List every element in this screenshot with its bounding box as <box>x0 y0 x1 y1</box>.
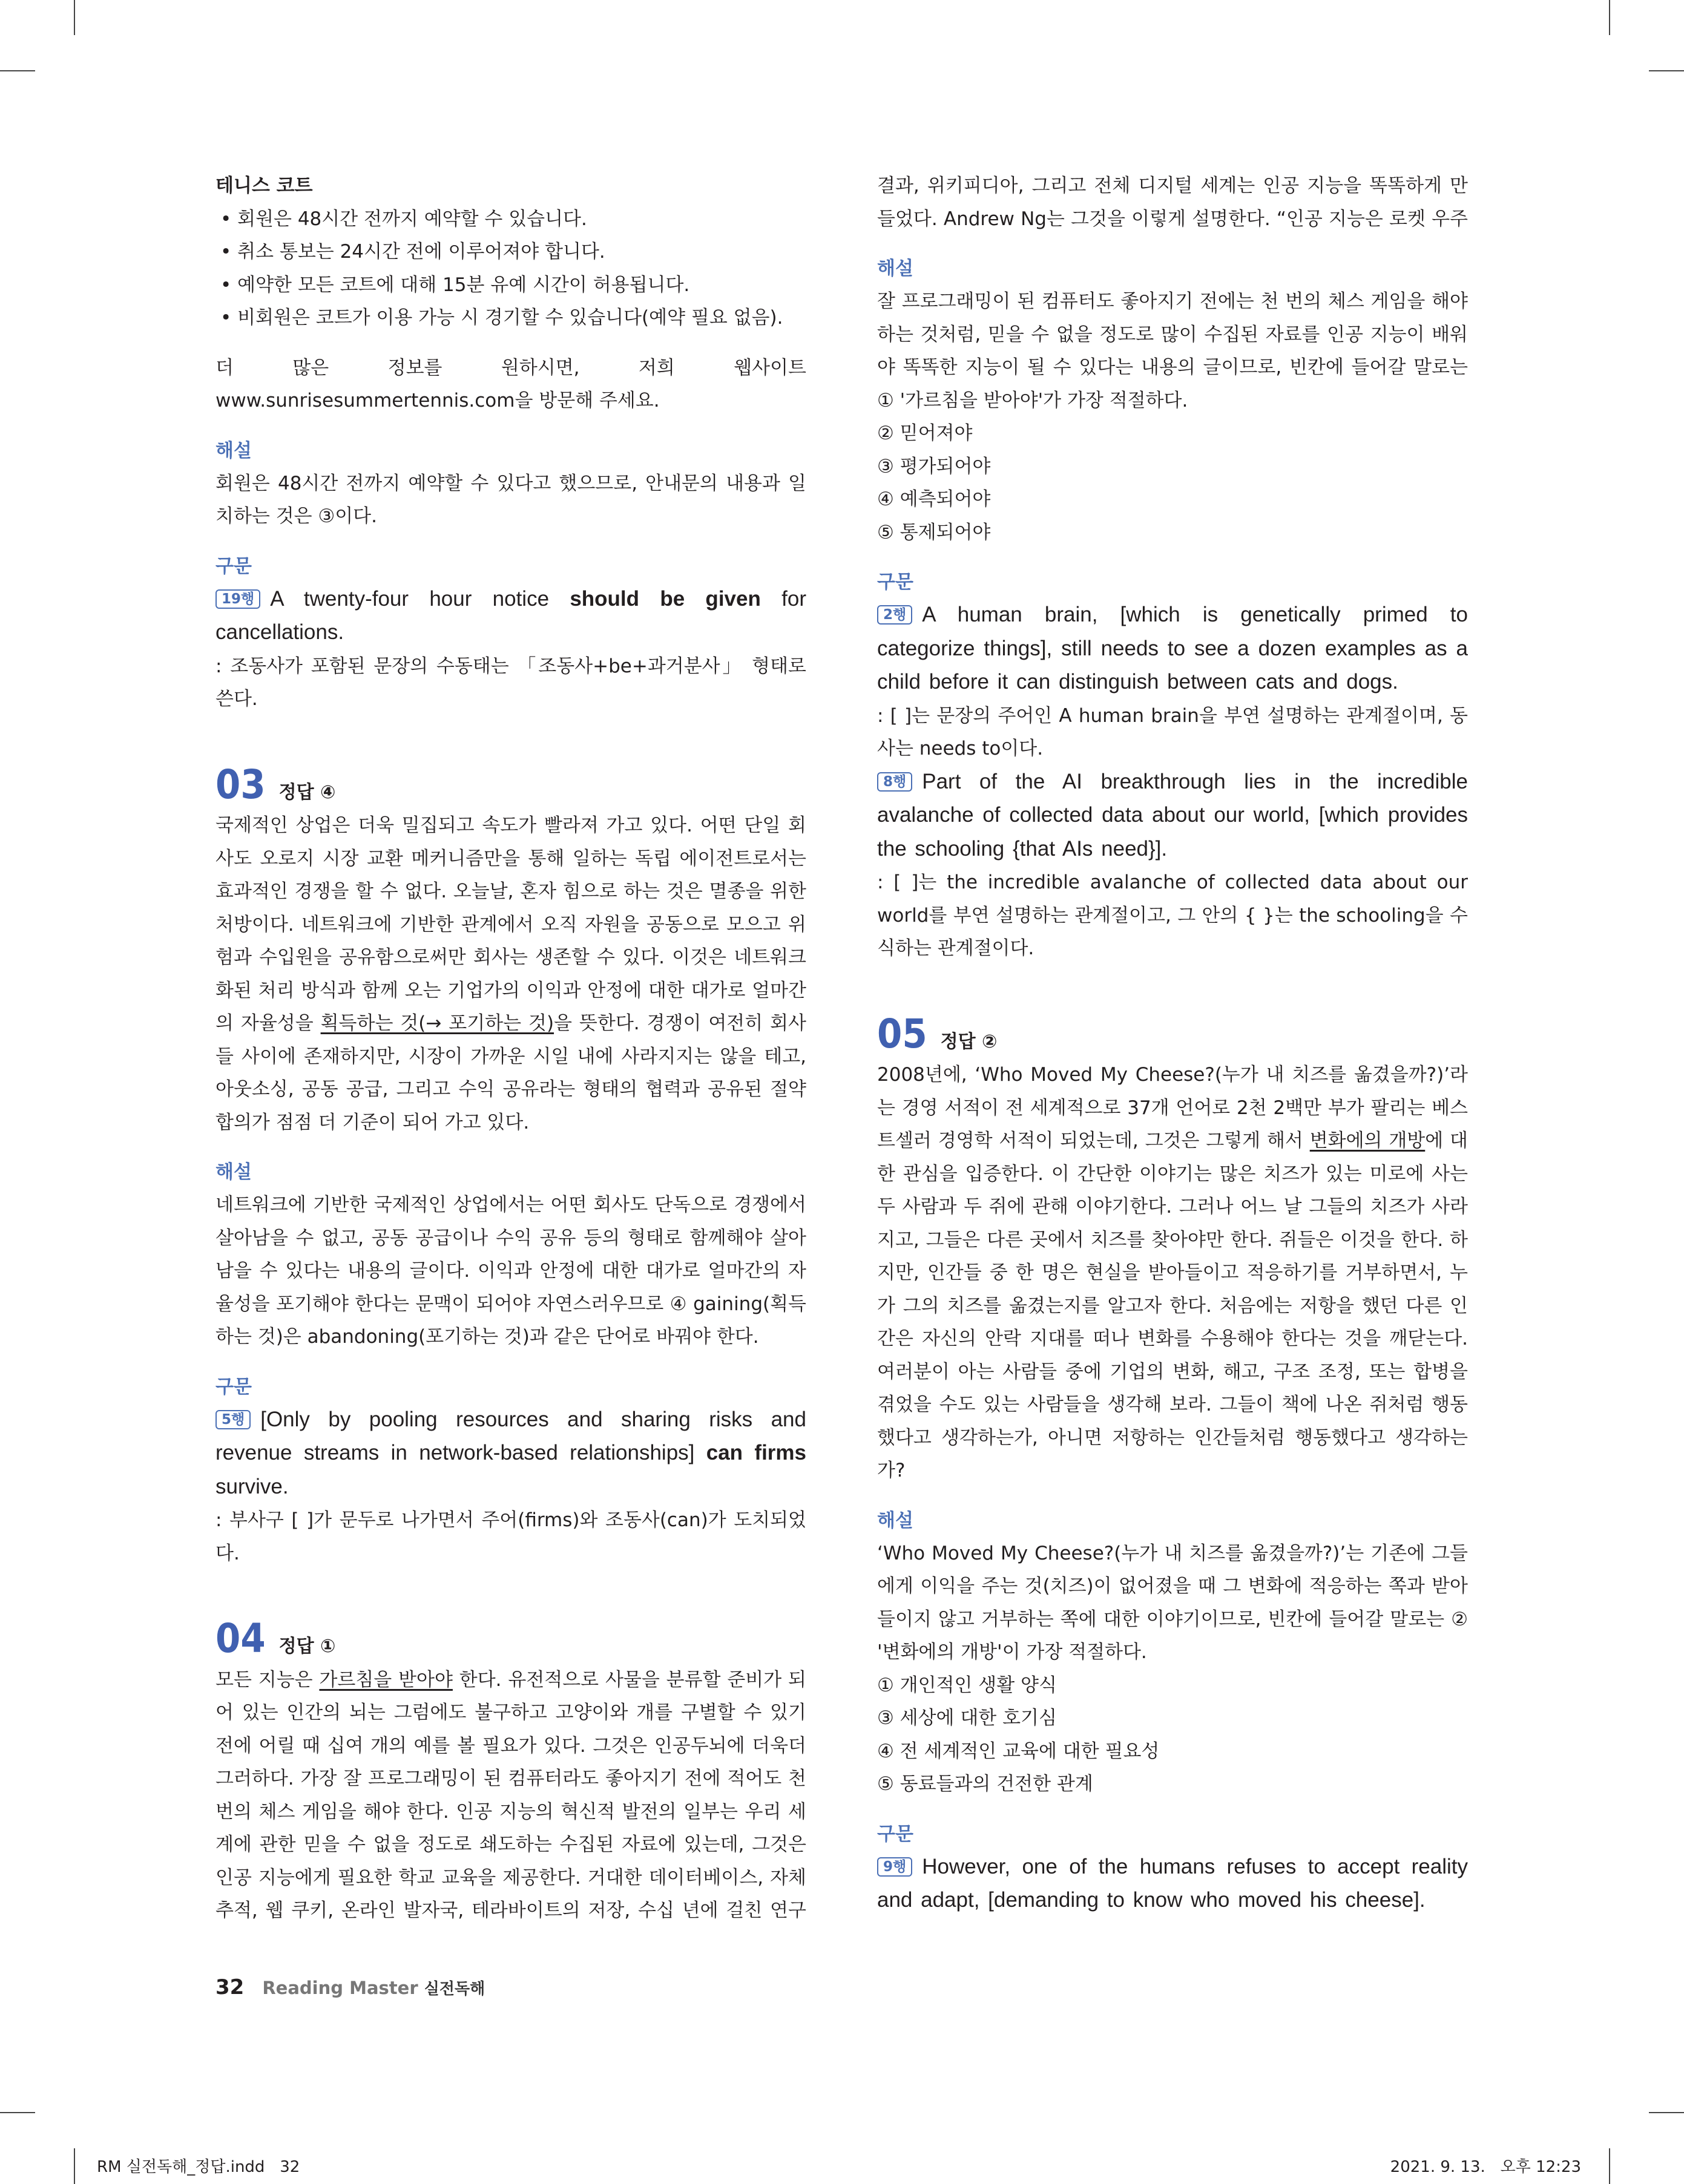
line-badge: 2행 <box>877 605 912 625</box>
right-column <box>877 169 1468 1918</box>
underlined-text: 가르침을 받아야 <box>319 1668 453 1691</box>
gumun-en: Part of the AI breakthrough lies in the incredible avalanche of collected data about our world, [which provides the schooling {that AIs need}]. <box>877 769 1468 861</box>
book-title-ko: 실전독해 <box>424 1980 485 1998</box>
text-run: 한다. 유전적으로 사물을 분류할 준비가 되어 있는 인간의 뇌는 그럼에도 불구하고 고양이와 개를 구별할 수 있기 전에 어릴 때 십여 개의 예를 볼 필요가 있다. 그것은 인공두뇌에 더욱더 그러하다. 가장 잘 프로그래밍이 된 컴퓨터라도 좋아지기 전에 적어도 천 번의 체스 게임을 해야 한다. 인공 지능의 혁신적 발전의 일부는 우리 세계에 관한 믿을 수 없을 정도로 쇄도하는 수집된 자료에 있는데, 그것은 인공 지능에게 필요한 학교 교육을 제공한다. 거대한 데이터베이스, 자체 추적, 웹 쿠키, 온라인 발자국, 테라바이트의 저장, 수십 년에 걸친 연구 <box>215 1668 806 1921</box>
gumun-en: However, one of the humans refuses to accept reality and adapt, [demanding to know who moved his cheese]. <box>877 1854 1468 1912</box>
answer-label: 정답 ② <box>940 1031 998 1052</box>
tennis-bullet: • 회원은 48시간 전까지 예약할 수 있습니다. <box>220 208 587 230</box>
option-item: ② 믿어져야 <box>877 422 973 444</box>
text-run: 국제적인 상업은 더욱 밀집되고 속도가 빨라져 가고 있다. 어떤 단일 회사도 오로지 시장 교환 메커니즘만을 통해 일하는 독립 에이전트로서는 효과적인 경쟁을 할 수 없다. 오늘날, 혼자 힘으로 하는 것은 멸종을 위한 처방이다. 네트워크에 기반한 관계에서 오직 자원을 공동으로 모으고 위험과 수입원을 공유함으로써만 회사는 생존할 수 있다. 이것은 네트워크화된 처리 방식과 함께 오는 기업가의 이익과 안정에 대한 대가로 얼마간의 자율성을 <box>215 815 806 1034</box>
gumun-en-bold: can firms <box>706 1441 806 1464</box>
section-04-translation <box>215 1664 806 1927</box>
crop-mark <box>74 0 75 35</box>
section-05-explanation: ‘Who Moved My Cheese?(누가 내 치즈를 옮겼을까?)’는 기존에 그들에게 이익을 주는 것(치즈)이 없어졌을 때 그 변화에 적응하는 쪽과 받아들이지 않고 거부하는 쪽에 대한 이야기이므로, 빈칸에 들어갈 말로는 ② '변화에의 개방'이 가장 적절하다. <box>877 1542 1468 1663</box>
answer-label: 정답 ④ <box>278 781 336 803</box>
section-03-header <box>215 761 806 810</box>
section-03-explanation: 네트워크에 기반한 국제적인 상업에서는 어떤 회사도 단독으로 경쟁에서 살아남을 수 없고, 공동 공급이나 수익 공유 등의 형태로 함께해야 살아남을 수 있다는 내용의 글이다. 이익과 안정에 대한 대가로 얼마간의 자율성을 포기해야 한다는 문맥이 되어야 자연스러우므로 ④ gaining(획득하는 것)은 abandoning(포기하는 것)과 같은 단어로 바꿔야 한다. <box>215 1194 806 1348</box>
section-number: 05 <box>877 1010 927 1057</box>
tennis-bullet: • 예약한 모든 코트에 대해 15분 유예 시간이 허용됩니다. <box>220 274 690 296</box>
option-item: ⑤ 동료들과의 건전한 관계 <box>877 1773 1093 1795</box>
text-run: 을 뜻한다. 경쟁이 여전히 회사들 사이에 존재하지만, 시장이 가까운 시일 내에 사라지지는 않을 테고, 아웃소싱, 공동 공급, 그리고 수익 공유라는 형태의 협력과 공유된 절약 합의가 점점 더 기준이 되어 가고 있다. <box>215 1012 806 1133</box>
gumun-en: [Only by pooling resources and sharing risks and revenue streams in network-based relationships] <box>215 1407 806 1464</box>
crop-mark <box>0 2112 35 2113</box>
gumun-en: A twenty-four hour notice <box>270 586 570 611</box>
crop-mark <box>1649 2112 1684 2113</box>
underlined-text: 획득하는 것(→ 포기하는 것) <box>320 1012 554 1034</box>
gumun-en: survive. <box>215 1474 289 1498</box>
tennis-more-info: 더 많은 정보를 원하시면, 저희 웹사이트 www.sunrisesummertennis.com을 방문해 주세요. <box>215 356 806 412</box>
section-05-header <box>877 1010 1468 1059</box>
option-item: ③ 평가되어야 <box>877 455 991 477</box>
line-badge: 9행 <box>877 1857 912 1877</box>
section-04-header <box>215 1615 806 1664</box>
haeseol-label: 해설 <box>877 1509 913 1532</box>
section-04-translation-continued <box>877 169 1468 235</box>
option-item: ③ 세상에 대한 호기심 <box>877 1707 1057 1729</box>
text-run: 에 대한 관심을 입증한다. 이 간단한 이야기는 많은 치즈가 있는 미로에 사는 두 사람과 두 쥐에 관해 이야기한다. 그러나 어느 날 그들의 치즈가 사라지고, 그들은 다른 곳에서 치즈를 찾아야만 한다. 쥐들은 이것을 한다. 하지만, 인간들 중 한 명은 현실을 받아들이고 적응하기를 거부하면서, 누가 그의 치즈를 옮겼는지를 알고자 한다. 처음에는 저항을 했던 다른 인간은 자신의 안락 지대를 떠나 변화를 수용해야 한다는 것을 깨닫는다. 여러분이 아는 사람들 중에 기업의 변화, 해고, 구조 조정, 또는 합병을 겪었을 수도 있는 사람들을 생각해 보라. 그들이 책에 나온 쥐처럼 행동했다고 생각하는가, 아니면 저항하는 인간들처럼 행동했다고 생각하는가? <box>877 1130 1468 1481</box>
gumun-sentence <box>215 583 806 650</box>
gumun-sentence <box>215 1403 806 1504</box>
answer-label: 정답 ① <box>278 1636 336 1657</box>
underlined-text: 변화에의 개방 <box>1309 1130 1426 1152</box>
gumun-label: 구문 <box>215 1376 252 1398</box>
text-run: 2008년에, ‘Who Moved My Cheese?(누가 내 치즈를 옮겼을까?)’라는 경영 서적이 전 세계적으로 37개 언어로 2천 2백만 부가 팔리는 베스트셀러 경영학 서적이 되었는데, 그것은 그렇게 해서 <box>877 1064 1468 1152</box>
crop-mark <box>1609 0 1610 35</box>
book-title <box>262 1976 485 1999</box>
gumun-note: : [ ]는 the incredible avalanche of collected data about our world를 부연 설명하는 관계절이고, 그 안의 { }는 the schooling을 수식하는 관계절이다. <box>877 871 1468 959</box>
tennis-explanation: 회원은 48시간 전까지 예약할 수 있다고 했으므로, 안내문의 내용과 일치하는 것은 ③이다. <box>215 472 806 527</box>
tennis-heading: 테니스 코트 <box>215 175 313 197</box>
option-item: ⑤ 통제되어야 <box>877 521 991 543</box>
gumun-note: : 부사구 [ ]가 문두로 나가면서 주어(firms)와 조동사(can)가 도치되었다. <box>215 1509 806 1564</box>
gumun-note: : [ ]는 문장의 주어인 A human brain을 부연 설명하는 관계절이며, 동사는 needs to이다. <box>877 704 1468 759</box>
left-column <box>215 169 806 1927</box>
crop-mark <box>1609 2148 1610 2184</box>
crop-mark <box>74 2148 75 2184</box>
option-item: ① 개인적인 생활 양식 <box>877 1674 1057 1696</box>
gumun-sentence <box>877 1851 1468 1918</box>
gumun-note: : 조동사가 포함된 문장의 수동태는 「조동사+be+과거분사」 형태로 쓴다. <box>215 655 806 710</box>
file-info: RM 실전독해_정답.indd 32 <box>97 2158 300 2176</box>
page-footer <box>215 1975 485 1999</box>
line-badge: 5행 <box>215 1410 251 1429</box>
gumun-label: 구문 <box>877 571 913 593</box>
option-item: ④ 예측되어야 <box>877 488 991 510</box>
crop-mark <box>0 70 35 71</box>
gumun-sentence <box>877 766 1468 867</box>
gumun-en: A human brain, [which is genetically primed to categorize things], still needs to see a dozen examples as a child before it can distinguish between cats and dogs. <box>877 603 1468 694</box>
crop-mark <box>1649 70 1684 71</box>
gumun-en-bold: should be given <box>570 586 761 611</box>
gumun-sentence <box>877 598 1468 700</box>
continued-text <box>877 169 1468 235</box>
page-number: 32 <box>215 1975 245 1999</box>
timestamp: 2021. 9. 13. 오후 12:23 <box>1390 2158 1581 2176</box>
tennis-bullet: • 취소 통보는 24시간 전에 이루어져야 합니다. <box>220 241 605 263</box>
text-run: 모든 지능은 <box>215 1668 320 1691</box>
gumun-en: for cancellations. <box>215 586 806 644</box>
section-05-translation <box>877 1058 1468 1487</box>
haeseol-label: 해설 <box>215 1161 252 1183</box>
haeseol-label: 해설 <box>215 439 252 462</box>
line-badge: 8행 <box>877 772 912 792</box>
line-badge: 19행 <box>215 589 260 609</box>
tennis-bullet: • 비회원은 코트가 이용 가능 시 경기할 수 있습니다(예약 필요 없음). <box>220 307 783 329</box>
gumun-label: 구문 <box>877 1823 913 1845</box>
haeseol-label: 해설 <box>877 258 913 280</box>
section-number: 04 <box>215 1615 266 1662</box>
section-03-translation <box>215 809 806 1139</box>
option-item: ④ 전 세계적인 교육에 대한 필요성 <box>877 1740 1160 1762</box>
gumun-label: 구문 <box>215 555 252 577</box>
text-run: 결과, 위키피디아, 그리고 전체 디지털 세계는 인공 지능을 똑똑하게 만들었다. Andrew Ng는 그것을 이렇게 설명한다. “인공 지능은 로켓 우주 <box>877 175 1468 230</box>
section-04-explanation: 잘 프로그래밍이 된 컴퓨터도 좋아지기 전에는 천 번의 체스 게임을 해야 하는 것처럼, 믿을 수 없을 정도로 많이 수집된 자료를 인공 지능이 배워야 똑똑한 지능이 될 수 있다는 내용의 글이므로, 빈칸에 들어갈 말로는 ① '가르침을 받아야'가 가장 적절하다. <box>877 290 1468 412</box>
book-title-en: Reading Master <box>262 1978 418 1998</box>
section-number: 03 <box>215 761 266 808</box>
